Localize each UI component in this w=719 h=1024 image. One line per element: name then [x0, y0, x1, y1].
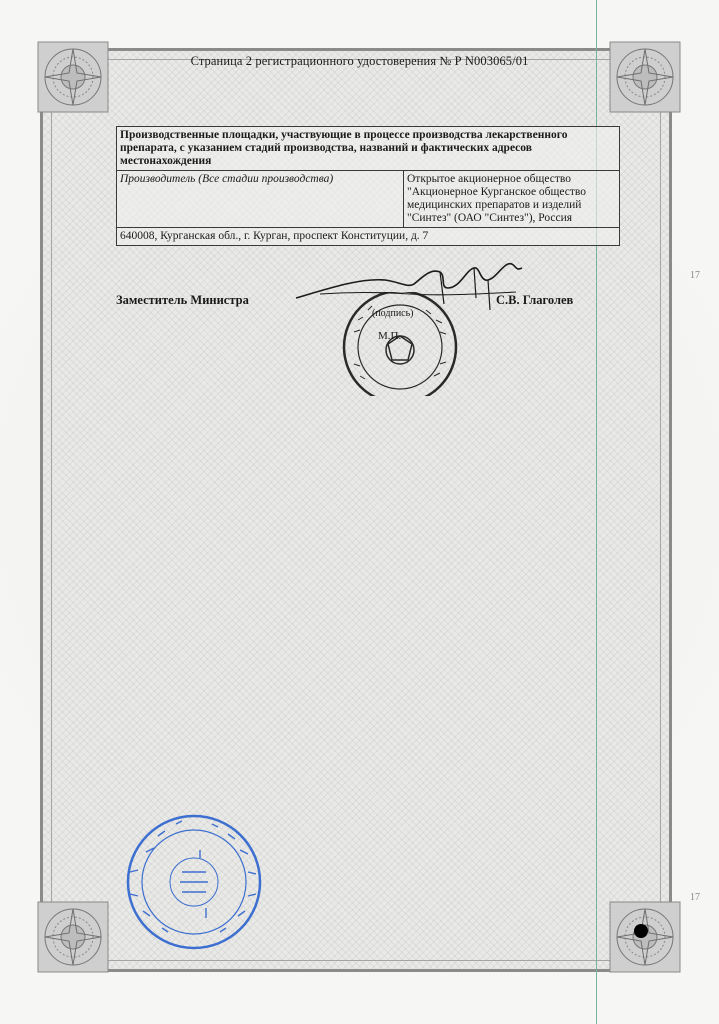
- notary-seal-icon: [124, 812, 264, 952]
- signatory-title: Заместитель Министра: [116, 293, 249, 307]
- role-label: Производитель (Все стадии производства): [117, 171, 404, 228]
- rosette-ornament-icon: [36, 900, 110, 974]
- margin-mark: 17: [690, 892, 700, 903]
- signatory-name: С.В. Глаголев: [496, 293, 574, 307]
- company-address: 640008, Курганская обл., г. Курган, проспект Конституции, д. 7: [117, 228, 620, 246]
- rosette-ornament-icon: [608, 900, 682, 974]
- manufacturing-sites-table: [116, 126, 620, 246]
- margin-mark: 17: [690, 270, 700, 281]
- signature-caption: (подпись): [372, 308, 414, 319]
- stamp-caption: М.П.: [378, 330, 402, 342]
- page-header: Страница 2 регистрационного удостоверения № Р N003065/01: [190, 54, 529, 68]
- table-heading: Производственные площадки, участвующие в процессе производства лекарственного препарата, с указанием стадий производства, названий и фактических адресов местонахождения: [117, 127, 620, 171]
- rosette-ornament-icon: [36, 40, 110, 114]
- company-name: Открытое акционерное общество "Акционерное Курганское общество медицинских препаратов и изделий "Синтез" (ОАО "Синтез"), Россия: [404, 171, 620, 228]
- punch-hole: [634, 924, 648, 938]
- handwritten-signature-icon: [290, 258, 530, 318]
- rosette-ornament-icon: [608, 40, 682, 114]
